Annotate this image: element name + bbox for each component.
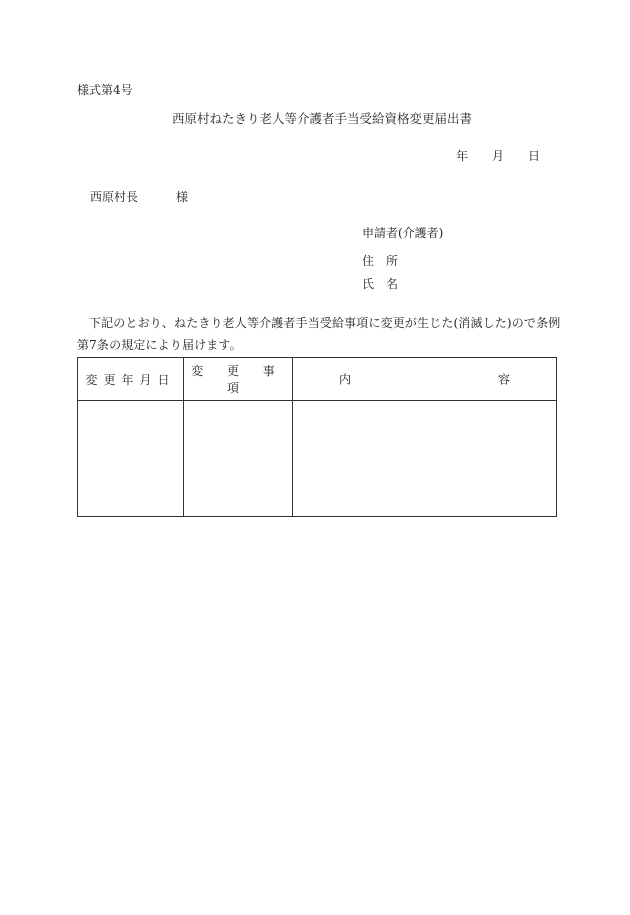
date-line	[456, 150, 540, 162]
header-content-right: 容	[497, 372, 510, 387]
cell-change-item[interactable]	[184, 401, 293, 517]
name-label: 氏 名	[362, 277, 399, 291]
date-month-label: 月	[492, 149, 505, 163]
cell-change-date[interactable]	[78, 401, 184, 517]
form-number: 様式第4号	[77, 83, 133, 97]
address-label: 住 所	[362, 254, 399, 268]
addressee-honorific: 様	[176, 190, 189, 204]
header-content	[293, 358, 557, 401]
addressee	[90, 191, 188, 203]
body-text: 下記のとおり、ねたきり老人等介護者手当受給事項に変更が生じた(消滅した)ので条例第7条の規定により届けます。	[77, 316, 561, 352]
addressee-name: 西原村長	[90, 190, 139, 204]
applicant-heading: 申請者(介護者)	[362, 226, 444, 240]
cell-content[interactable]	[293, 401, 557, 517]
date-day-label: 日	[528, 149, 541, 163]
table-row	[78, 401, 557, 517]
document-title: 西原村ねたきり老人等介護者手当受給資格変更届出書	[172, 111, 473, 126]
table-header-row	[78, 358, 557, 401]
change-table	[77, 357, 557, 517]
header-change-item: 変 更 事 項	[184, 358, 293, 401]
date-year-label: 年	[456, 149, 469, 163]
header-change-date: 変更年月日	[78, 358, 184, 401]
header-content-left: 内	[339, 372, 352, 387]
